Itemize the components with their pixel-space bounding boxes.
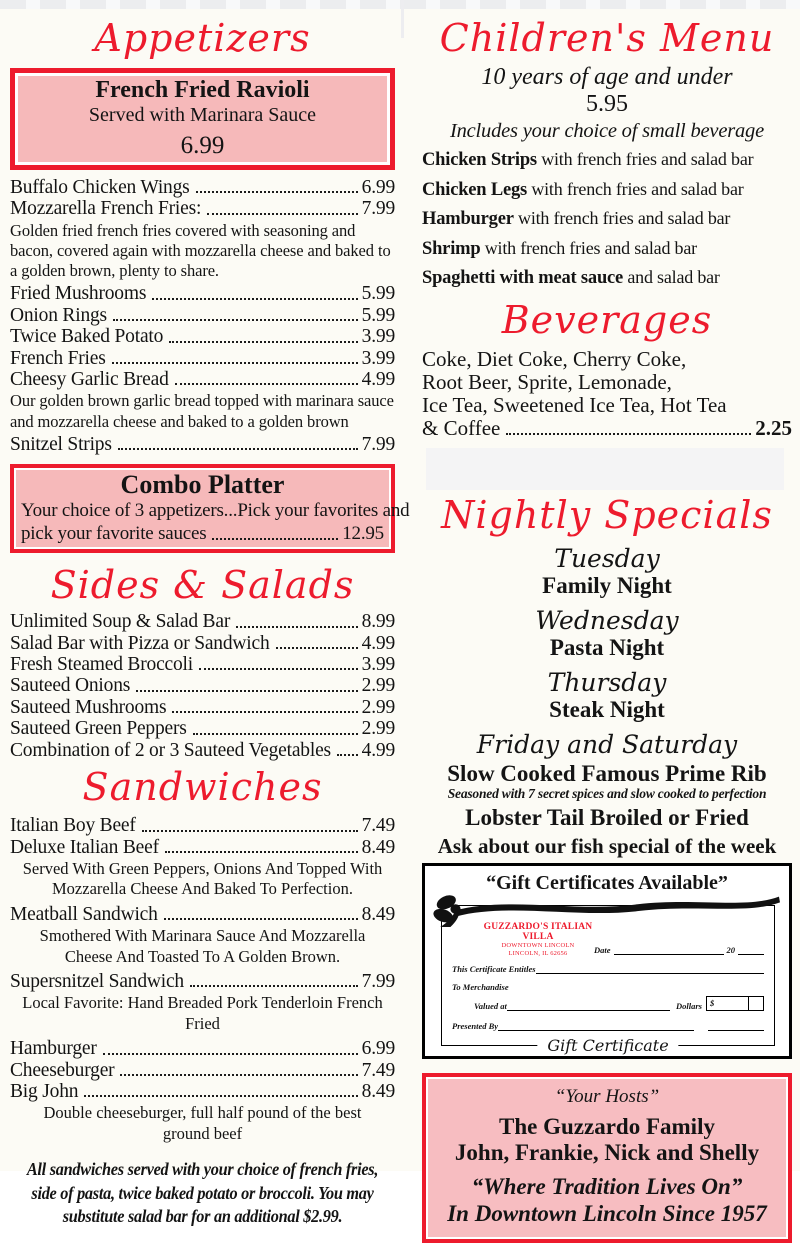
dot-leader [175,383,358,385]
weekend-special: Slow Cooked Famous Prime Rib [447,761,767,787]
item-name: Combination of 2 or 3 Sauteed Vegetables [10,739,331,761]
item-description: Double cheeseburger, full half pound of the best ground beef [43,1103,362,1143]
blank-line [498,1022,694,1031]
combo-text-line: Your choice of 3 appetizers...Pick your favorites and [21,500,410,522]
childrens-item [422,239,792,259]
blank-line [536,965,764,974]
item-name: Supersnitzel Sandwich [10,970,184,992]
gift-certificate-box [422,863,792,1059]
menu-item-row [10,971,395,992]
item-price: 8.49 [361,836,395,858]
beverages-line: & Coffee [422,416,501,441]
featured-item-price: 6.99 [180,132,225,159]
item-name: Fresh Steamed Broccoli [10,654,193,676]
special-name: Steak Night [549,697,665,723]
item-name: Meatball Sandwich [10,903,158,925]
dot-leader [506,433,751,435]
nightly-specials-title: Nightly Specials [441,493,773,538]
menu-item-row [10,305,395,326]
featured-item-sub: Served with Marinara Sauce [88,104,317,126]
dot-leader [337,754,358,756]
scan-edge-artifact [0,0,800,9]
item-name: Mozzarella French Fries: [10,198,202,220]
sandwich-list [10,815,395,1144]
menu-item-row [10,654,395,675]
item-description: Served With Green Peppers, Onions And Topped With Mozzarella Cheese And Baked To Perfection. [22,858,383,899]
item-name: Deluxe Italian Beef [10,836,159,858]
item-name: Hamburger [422,209,514,229]
dot-leader [190,985,358,987]
item-price: 7.49 [361,1059,395,1081]
item-price: 2.99 [361,696,395,718]
item-price: 8.49 [361,1080,395,1102]
blank-line [507,1002,670,1011]
childrens-beverage-note: Includes your choice of small beverage [449,120,765,142]
merchandise-row [452,977,764,995]
item-price: 8.99 [361,611,395,633]
blank-line [614,946,724,955]
dot-leader [152,298,357,300]
beverages-price-row [422,417,792,440]
item-detail: with french fries and salad bar [527,178,744,199]
menu-item-row [10,1081,395,1102]
dot-leader [84,1095,357,1097]
business-address: DOWNTOWN LINCOLN [501,942,575,950]
menu-item-row [10,177,395,198]
childrens-item [422,150,792,170]
menu-item-row [10,1060,395,1081]
item-price: 6.99 [361,177,395,198]
item-name: Twice Baked Potato [10,326,164,348]
dot-leader [113,319,358,321]
item-name: Unlimited Soup & Salad Bar [10,611,231,633]
business-name: GUZZARDO'S ITALIAN VILLA [483,922,593,943]
menu-item-row [10,198,395,219]
hosts-family-name: The Guzzardo Family [499,1114,715,1140]
entitles-row [452,964,764,974]
dot-leader [112,362,358,364]
menu-item-row [10,740,395,761]
left-column [10,14,410,1229]
item-price: 4.99 [361,739,395,761]
item-description: Golden fried french fries covered with seasoning and bacon, covered again with mozzarella cheese and baked to a golden brown, plenty to share. [10,220,391,281]
ribbon-bow-icon [433,890,781,928]
blank-line [738,946,764,955]
item-name: Sauteed Green Peppers [10,718,187,740]
featured-ravioli-box [10,68,395,170]
dot-leader [212,538,338,540]
special-name: Pasta Night [549,635,665,661]
beverages-line: Ice Tea, Sweetened Ice Tea, Hot Tea [422,392,727,417]
dot-leader [136,690,358,692]
item-name: Cheesy Garlic Bread [10,369,169,391]
appetizer-list [10,177,395,455]
presented-by-label: Presented By [452,1021,499,1032]
item-name: Fried Mushrooms [10,283,147,305]
item-price: 4.99 [361,632,395,654]
hosts-location: In Downtown Lincoln Since 1957 [447,1201,767,1227]
sides-salads-title: Sides & Salads [50,563,355,608]
weekend-special: Lobster Tail Broiled or Fried [465,805,749,831]
dot-leader [196,191,358,193]
page-crease [401,0,404,38]
dot-leader [207,213,357,215]
nightly-specials-list [422,545,792,859]
special-day: Friday and Saturday [476,730,738,760]
item-name: Hamburger [10,1038,97,1060]
dot-leader [142,830,358,832]
item-price: 5.99 [361,304,395,326]
special-day: Thursday [547,668,667,698]
dot-leader [169,341,358,343]
menu-item-row [10,326,395,347]
childrens-item-list [422,150,792,288]
entitles-label: This Certificate Entitles [452,964,536,975]
dot-leader [120,1074,357,1076]
scan-artifact-box [426,448,784,490]
item-name: Buffalo Chicken Wings [10,177,190,198]
menu-item-row [10,348,395,369]
item-name: Onion Rings [10,304,107,326]
hosts-slogan: “Where Tradition Lives On” [471,1174,743,1200]
featured-item-name: French Fried Ravioli [95,77,310,103]
footnote-line: side of pasta, twice baked potato or broccoli. You may [31,1182,374,1203]
item-name: Shrimp [422,238,481,259]
item-price: 7.49 [361,815,395,837]
item-name: Sauteed Onions [10,675,131,697]
item-name: Snitzel Strips [10,433,112,455]
item-detail: and salad bar [623,267,720,287]
menu-item-row [10,611,395,632]
item-detail: with french fries and salad bar [480,237,697,258]
combo-platter-box [10,464,410,553]
combo-text-line: pick your favorite sauces [21,523,207,545]
item-name: Spaghetti with meat sauce [422,268,624,288]
childrens-menu-title: Children's Menu [439,16,775,60]
footnote-line: substitute salad bar for an additional $2.99. [62,1206,343,1227]
appetizers-title: Appetizers [94,16,311,60]
item-name: Salad Bar with Pizza or Sandwich [10,632,270,654]
fish-special-note: Ask about our fish special of the week [437,834,777,859]
menu-item-row [10,1038,395,1059]
item-price: 3.99 [361,326,395,348]
menu-item-row [10,633,395,654]
menu-item-row [10,283,395,304]
item-price: 5.99 [361,283,395,305]
dot-leader [103,1053,358,1055]
childrens-price: 5.95 [586,91,628,117]
gift-certificates-title: “Gift Certificates Available” [486,872,728,895]
blank-line [708,1022,764,1031]
sides-list [10,611,395,761]
dot-leader [276,647,358,649]
item-description: Our golden brown garlic bread topped with marinara sauce and mozzarella cheese and baked to a golden brown [10,391,394,431]
childrens-item [422,209,792,229]
item-price: 2.99 [361,675,395,697]
childrens-age-note: 10 years of age and under [481,64,733,90]
dot-leader [165,851,358,853]
item-description: Local Favorite: Hand Breaded Pork Tenderloin French Fried [22,993,383,1033]
valued-row [452,996,764,1011]
dollars-label: Dollars [676,1001,702,1012]
dot-leader [236,626,358,628]
dollar-sign: $ [710,998,715,1009]
right-column [422,14,792,1243]
item-detail: with french fries and salad bar [536,149,754,169]
date-row [594,945,764,957]
item-price: 4.99 [361,369,395,391]
item-name: Italian Boy Beef [10,815,136,837]
item-name: Chicken Strips [422,150,537,170]
beverages-price: 2.25 [755,416,792,441]
combo-price-row [21,522,384,545]
item-description: Smothered With Marinara Sauce And Mozzarella Cheese And Toasted To A Golden Brown. [39,926,366,966]
menu-item-row [10,837,395,858]
footnote-line: All sandwiches served with your choice of french fries, [26,1159,379,1180]
combo-price: 12.95 [342,523,384,545]
dot-leader [199,668,358,670]
dot-leader [118,448,358,450]
cents-cell [748,997,763,1010]
item-price: 2.99 [361,718,395,740]
menu-item-row [10,369,395,390]
item-price: 7.99 [361,198,395,220]
item-price: 7.99 [361,970,395,992]
valued-label: Valued at [474,1001,507,1012]
your-hosts-label: “Your Hosts” [554,1086,660,1108]
item-price: 7.99 [361,433,395,455]
beverages-line: Coke, Diet Coke, Cherry Coke, [422,346,687,371]
hosts-box [422,1073,792,1243]
item-price: 6.99 [361,1038,395,1060]
childrens-item [422,268,792,288]
item-price: 3.99 [361,654,395,676]
item-name: Sauteed Mushrooms [10,696,167,718]
item-price: 3.99 [361,347,395,369]
menu-item-row [10,815,395,836]
combo-title: Combo Platter [120,470,285,500]
dot-leader [164,918,358,920]
date-label: Date [593,945,611,956]
year-label: 20 [726,945,735,956]
beverages-title: Beverages [501,297,713,342]
special-day: Tuesday [554,544,660,574]
weekend-special-note: Seasoned with 7 secret spices and slow cooked to perfection [447,786,767,802]
menu-item-row [10,697,395,718]
special-day: Wednesday [535,606,679,636]
item-name: Big John [10,1080,79,1102]
item-detail: with french fries and salad bar [513,208,731,228]
special-name: Family Night [542,573,672,599]
menu-item-row [10,718,395,739]
item-price: 8.49 [361,903,395,925]
merchandise-label: To Merchandise [452,982,509,993]
dollar-amount-box [706,996,764,1011]
sandwiches-title: Sandwiches [82,765,323,810]
menu-item-row [10,904,395,925]
item-name: Cheeseburger [10,1059,115,1081]
menu-item-row [10,675,395,696]
menu-item-row [10,434,395,455]
hosts-names: John, Frankie, Nick and Shelly [454,1140,760,1166]
item-name: French Fries [10,347,106,369]
childrens-item [422,180,792,200]
sandwich-footnote [23,1158,381,1229]
item-name: Chicken Legs [422,179,528,200]
presented-row [452,1021,764,1031]
dot-leader [193,733,358,735]
beverages-line: Root Beer, Sprite, Lemonade, [422,369,672,394]
business-address: LINCOLN, IL 62656 [508,949,568,957]
gift-certificate-label: Gift Certificate [537,1037,678,1055]
dot-leader [172,711,357,713]
